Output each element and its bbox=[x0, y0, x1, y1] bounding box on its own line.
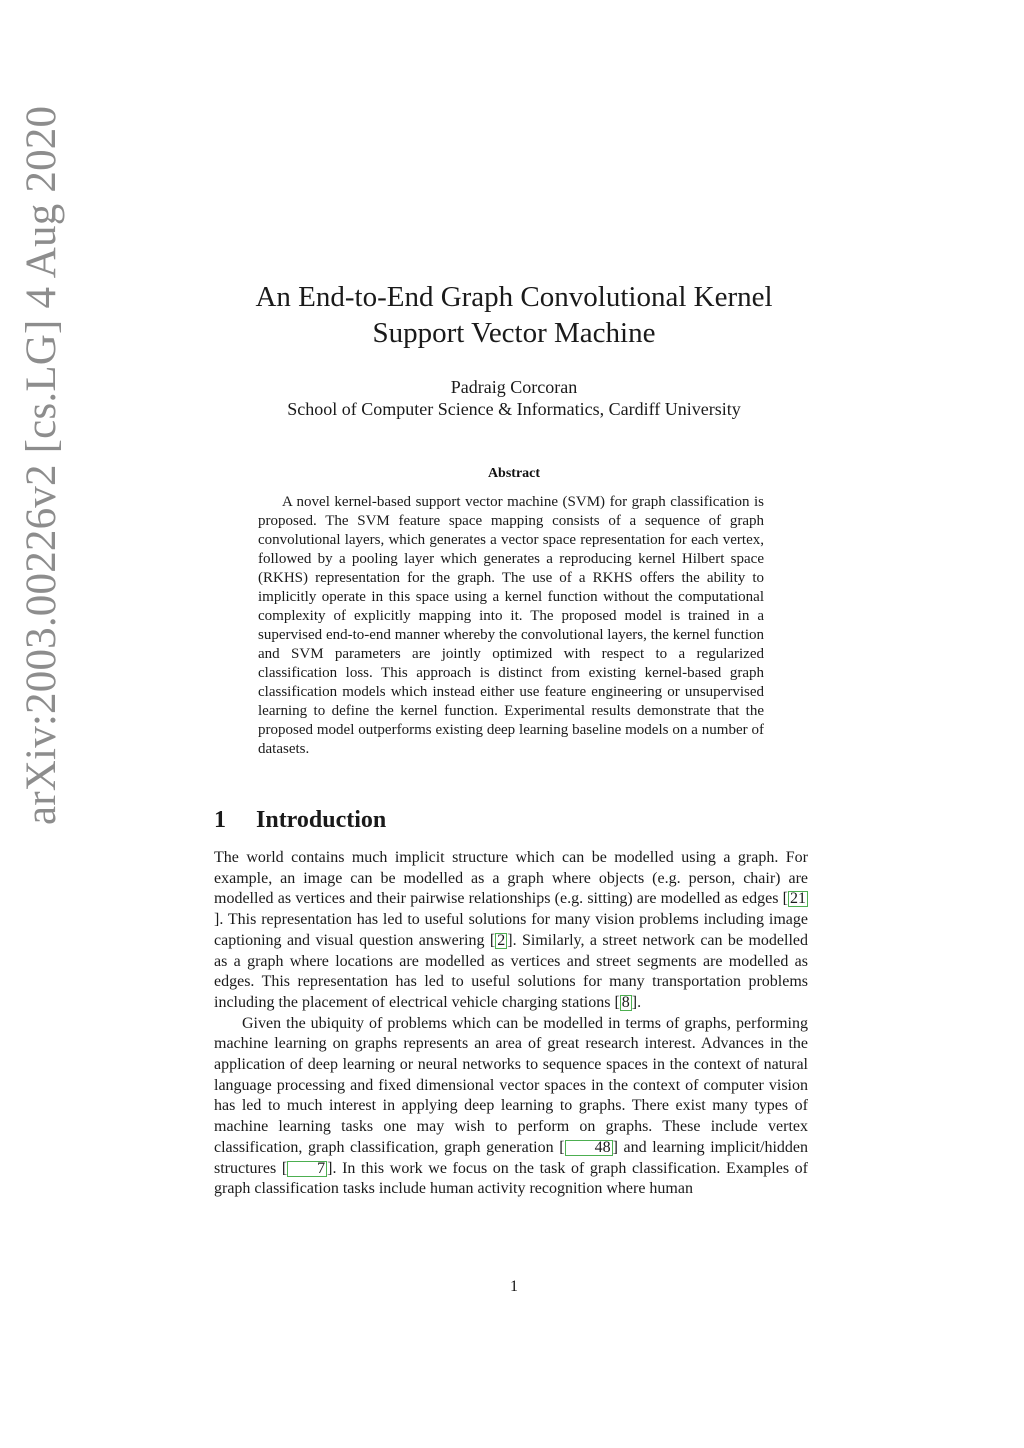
section-number: 1 bbox=[214, 807, 226, 833]
citation-link[interactable]: 48 bbox=[565, 1140, 613, 1156]
section-heading-introduction bbox=[214, 806, 814, 834]
paragraph-text: . bbox=[637, 993, 642, 1011]
citation-link[interactable]: 21 bbox=[790, 890, 806, 908]
paragraph-2: Given the ubiquity of problems which can be modelled in terms of graphs, performing machine learning on graphs represents an area of great research interest. Advances in the application of deep learning or neural networks to sequence spaces in the context of natural language processing and fixed dimensional vector spaces in the context of computer vision has led to much interest in applying deep learning to graphs. There exist many types of machine learning tasks one may wish to perform on graphs. These include vertex classification, graph classification, graph generation [ 48 ] and learning implicit/hidden structures [ 7 ]. In this work we focus on the task of graph classification. Examples of graph classification tasks include human activity recognition where human bbox=[214, 1014, 809, 1198]
paragraph-text: Given the ubiquity of problems which can be modelled in terms of graphs, performing machine learning on graphs represents an area of great research interest. Advances in the application of deep learning or neural networks to sequence spaces in the context of natural language processing and fixed dimensional vector spaces in the context of computer vision has led to much interest in applying deep learning to graphs. There exist many types of machine learning tasks one may wish to perform on graphs. These include vertex classification, graph classification, graph generation bbox=[214, 1014, 808, 1156]
page-number: 1 bbox=[510, 1278, 518, 1295]
section-title: Introduction bbox=[256, 807, 387, 833]
paragraph-text: and learning implicit/hidden structures bbox=[214, 1138, 808, 1177]
paragraph-text: The world contains much implicit structure which can be modelled using a graph. For example, an image can be modelled as a graph where objects (e.g. person, chair) are modelled as vertices and their pairwise relationships (e.g. sitting) are modelled as edges bbox=[214, 849, 808, 908]
citation-link[interactable]: 8 bbox=[621, 993, 630, 1011]
paragraph-text: . This representation has led to useful solutions for many vision problems including image captioning and visual question answering bbox=[214, 911, 808, 949]
author-name: Padraig Corcoran bbox=[450, 377, 578, 397]
paper-title bbox=[218, 279, 810, 351]
author-affiliation: School of Computer Science & Informatics, Cardiff University bbox=[287, 399, 741, 419]
arxiv-identifier-stamp: arXiv:2003.00226v2 [cs.LG] 4 Aug 2020 bbox=[18, 105, 65, 825]
title-line-1: An End-to-End Graph Convolutional Kernel bbox=[255, 281, 773, 313]
citation-link[interactable]: 7 bbox=[287, 1161, 327, 1177]
paragraph-text: . In this work we focus on the task of graph classification. Examples of graph classification tasks include human activity recognition where human bbox=[214, 1159, 809, 1198]
abstract-heading: Abstract bbox=[487, 466, 541, 481]
author-block bbox=[218, 376, 810, 420]
citation-link[interactable]: 2 bbox=[497, 931, 506, 949]
title-line-2: Support Vector Machine bbox=[372, 317, 656, 349]
paragraph-1: The world contains much implicit structure which can be modelled using a graph. For example, an image can be modelled as a graph where objects (e.g. person, chair) are modelled as vertices and their pairwise relationships (e.g. sitting) are modelled as edges [ 21]. This representation has led to useful solutions for many vision problems including image captioning and visual question answering [ 2 ]. Similarly, a street network can be modelled as a graph where locations are modelled as vertices and street segments are modelled as edges. This representation has led to useful solutions for many transportation problems including the placement of electrical vehicle charging stations [ 8 ]. bbox=[214, 849, 808, 1011]
paragraph-text: . Similarly, a street network can be modelled as a graph where locations are modelled as vertices and street segments are modelled as edges. This representation has led to useful solutions for many transportation problems including the placement of electrical vehicle charging stations bbox=[214, 931, 808, 1011]
abstract-body: A novel kernel-based support vector machine (SVM) for graph classification is proposed. The SVM feature space mapping consists of a sequence of graph convolutional layers, which generates a vector space representation for each vertex, followed by a pooling layer which generates a reproducing kernel Hilbert space (RKHS) representation for the graph. The use of a RKHS offers the ability to implicitly operate in this space using a kernel function without the computational complexity of explicitly mapping into it. The proposed model is trained in a supervised end-to-end manner whereby the convolutional layers, the kernel function and SVM parameters are jointly optimized with respect to a regularized classification loss. This approach is distinct from existing kernel-based graph classification models which instead either use feature engineering or unsupervised learning to define the kernel function. Experimental results demonstrate that the proposed model outperforms existing deep learning baseline models on a number of datasets. bbox=[258, 494, 764, 757]
introduction-body bbox=[214, 848, 808, 1200]
